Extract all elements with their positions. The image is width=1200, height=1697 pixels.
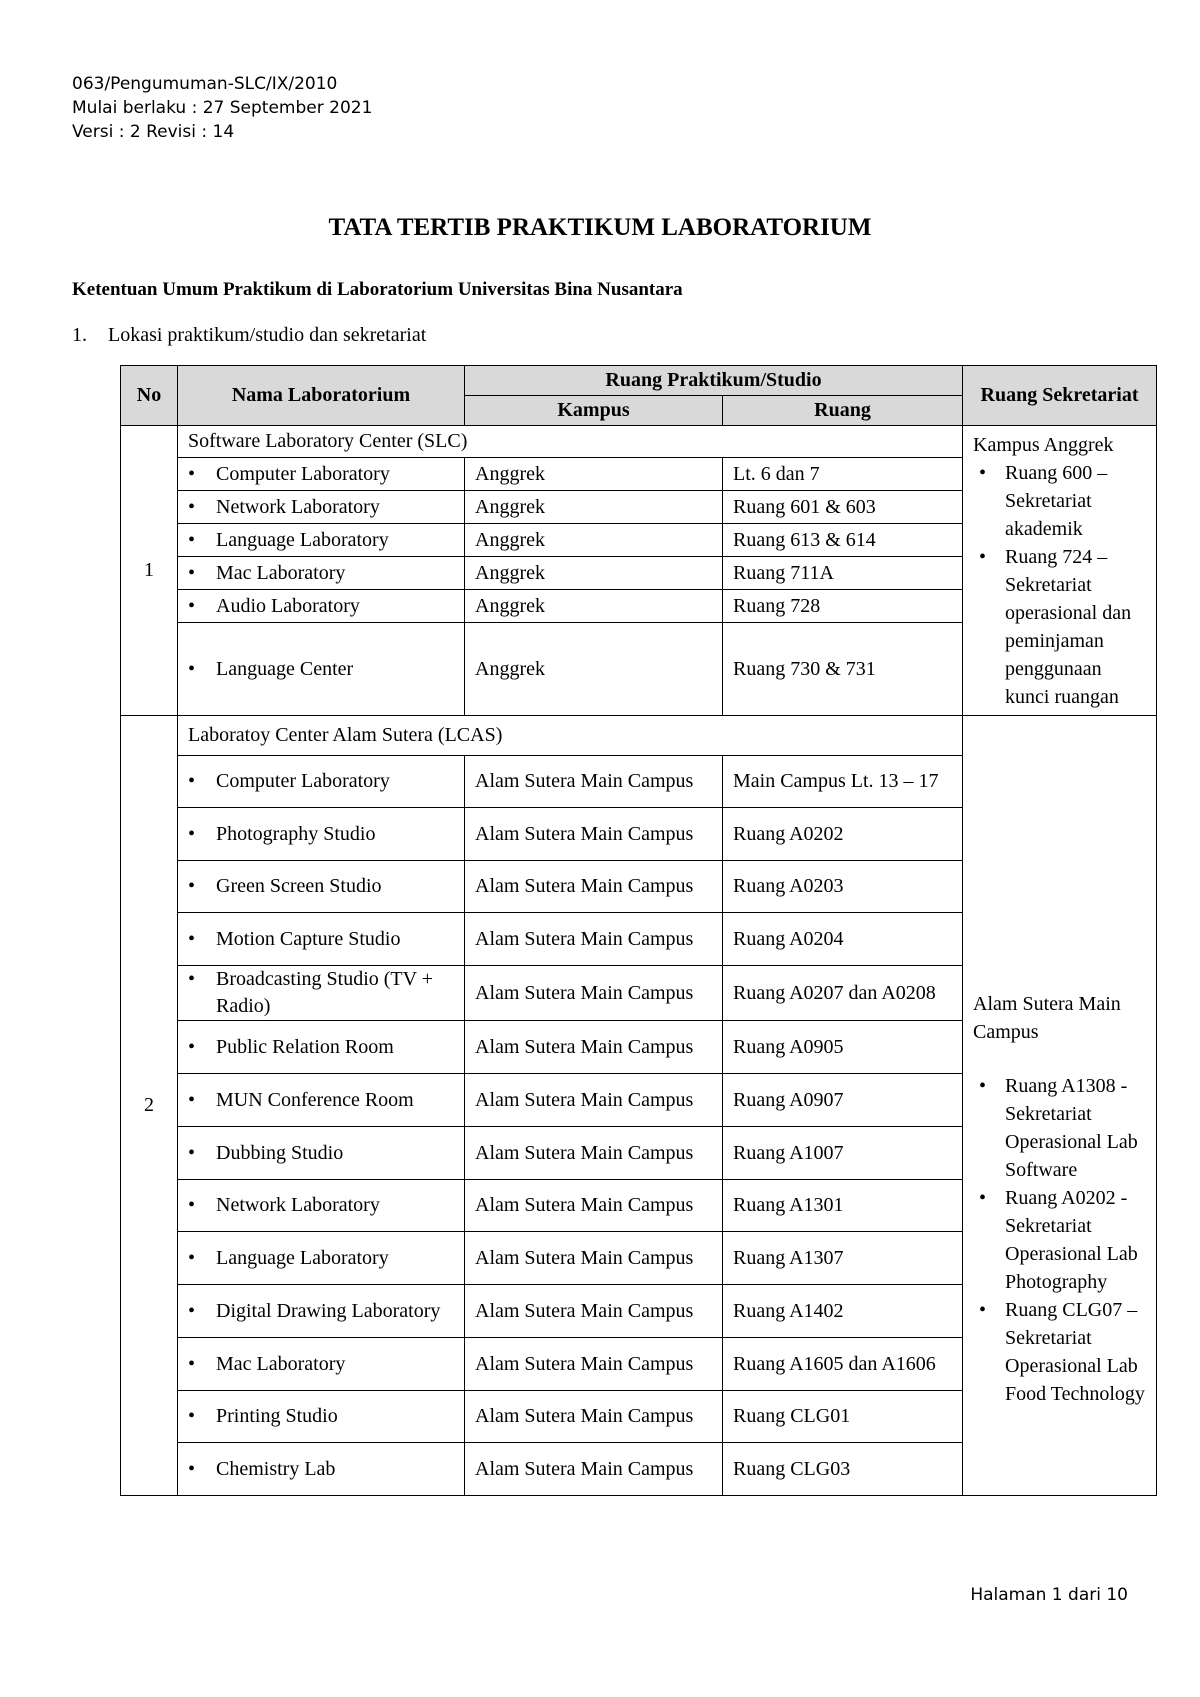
lab-name: MUN Conference Room xyxy=(216,1088,414,1111)
document-header xyxy=(72,72,372,144)
kampus-cell: Alam Sutera Main Campus xyxy=(465,1338,723,1391)
header-sekretariat: Ruang Sekretariat xyxy=(963,366,1157,426)
lab-name: Dubbing Studio xyxy=(216,1141,344,1164)
sekretariat-cell xyxy=(963,426,1157,716)
lab-name: Computer Laboratory xyxy=(216,462,390,485)
lab-name-cell xyxy=(178,623,465,716)
bullet-icon: • xyxy=(188,1194,196,1216)
lab-name: Audio Laboratory xyxy=(216,594,360,617)
sekretariat-campus: Alam Sutera Main Campus xyxy=(973,992,1121,1043)
lab-name-cell xyxy=(178,1338,465,1391)
lab-name-cell xyxy=(178,557,465,590)
bullet-icon: • xyxy=(188,1035,196,1058)
lab-name-cell xyxy=(178,861,465,913)
kampus-cell: Alam Sutera Main Campus xyxy=(465,1391,723,1443)
sekretariat-item: • Ruang 724 – Sekretariat operasional dan peminjaman penggunaan kunci ruangan xyxy=(973,543,1146,711)
header-kampus: Kampus xyxy=(465,396,723,426)
bullet-icon: • xyxy=(188,528,196,551)
kampus-cell: Alam Sutera Main Campus xyxy=(465,808,723,861)
lab-name-cell xyxy=(178,756,465,808)
header-ruang: Ruang xyxy=(723,396,963,426)
bullet-icon: • xyxy=(979,545,987,568)
bullet-icon: • xyxy=(188,968,196,990)
bullet-icon: • xyxy=(188,1141,196,1164)
bullet-icon: • xyxy=(979,461,987,484)
lab-name-cell xyxy=(178,491,465,524)
kampus-cell: Alam Sutera Main Campus xyxy=(465,966,723,1021)
kampus-cell: Anggrek xyxy=(465,491,723,524)
group-slc xyxy=(121,426,1157,716)
ruang-cell: Ruang A0203 xyxy=(723,861,963,913)
group-name: Software Laboratory Center (SLC) xyxy=(178,426,963,458)
bullet-icon: • xyxy=(979,1074,987,1097)
ruang-cell: Ruang A1402 xyxy=(723,1285,963,1338)
bullet-icon: • xyxy=(188,657,196,680)
page-title: TATA TERTIB PRAKTIKUM LABORATORIUM xyxy=(328,214,872,241)
lab-name: Mac Laboratory xyxy=(216,561,346,584)
ruang-cell: Ruang 711A xyxy=(723,557,963,590)
ruang-cell: Ruang A0202 xyxy=(723,808,963,861)
group-name: Laboratoy Center Alam Sutera (LCAS) xyxy=(178,716,963,756)
lab-name-cell xyxy=(178,1180,465,1232)
ruang-cell: Ruang CLG01 xyxy=(723,1391,963,1443)
lab-name: Network Laboratory xyxy=(216,495,380,518)
ruang-cell: Ruang A1007 xyxy=(723,1127,963,1180)
lab-name: Language Center xyxy=(216,657,354,680)
bullet-icon: • xyxy=(188,1088,196,1111)
bullet-icon: • xyxy=(188,561,196,584)
kampus-cell: Anggrek xyxy=(465,557,723,590)
lab-name-cell xyxy=(178,913,465,966)
bullet-icon: • xyxy=(188,1405,196,1427)
lab-name: Public Relation Room xyxy=(216,1035,394,1058)
version-info: Versi : 2 Revisi : 14 xyxy=(72,122,235,142)
lab-name-cell xyxy=(178,808,465,861)
kampus-cell: Alam Sutera Main Campus xyxy=(465,1232,723,1285)
lab-name-cell xyxy=(178,1391,465,1443)
lab-name: Language Laboratory xyxy=(216,1246,389,1269)
lab-name-cell xyxy=(178,1021,465,1074)
lab-name: Photography Studio xyxy=(216,822,376,845)
ruang-cell: Ruang A0907 xyxy=(723,1074,963,1127)
kampus-cell: Alam Sutera Main Campus xyxy=(465,913,723,966)
sekretariat-list xyxy=(973,1072,1146,1408)
bullet-icon: • xyxy=(188,1299,196,1322)
lab-name: Language Laboratory xyxy=(216,528,389,551)
kampus-cell: Alam Sutera Main Campus xyxy=(465,1074,723,1127)
ruang-cell: Ruang 730 & 731 xyxy=(723,623,963,716)
kampus-cell: Alam Sutera Main Campus xyxy=(465,1443,723,1496)
bullet-icon: • xyxy=(188,1352,196,1375)
sekretariat-campus: Kampus Anggrek xyxy=(973,433,1114,456)
kampus-cell: Alam Sutera Main Campus xyxy=(465,756,723,808)
ruang-cell: Ruang A0905 xyxy=(723,1021,963,1074)
sekretariat-list xyxy=(973,459,1146,711)
bullet-icon: • xyxy=(188,462,196,485)
sekretariat-item: • Ruang A1308 - Sekretariat Operasional Lab Software xyxy=(973,1072,1146,1184)
doc-number: 063/Pengumuman-SLC/IX/2010 xyxy=(72,74,338,94)
lab-name-cell xyxy=(178,590,465,623)
lab-name: Motion Capture Studio xyxy=(216,927,401,950)
lab-location-table xyxy=(120,365,1157,1496)
header-ruang-praktikum: Ruang Praktikum/Studio xyxy=(465,366,963,396)
kampus-cell: Alam Sutera Main Campus xyxy=(465,1021,723,1074)
lab-name-cell xyxy=(178,524,465,557)
ruang-cell: Ruang 613 & 614 xyxy=(723,524,963,557)
lab-name: Printing Studio xyxy=(216,1405,338,1427)
sekretariat-item: • Ruang CLG07 – Sekretariat Operasional Lab Food Technology xyxy=(973,1296,1146,1408)
bullet-icon: • xyxy=(188,1457,196,1480)
group-number: 1 xyxy=(121,426,178,716)
bullet-icon: • xyxy=(188,822,196,845)
ruang-cell: Ruang A0204 xyxy=(723,913,963,966)
lab-name-cell xyxy=(178,1074,465,1127)
lab-name: Green Screen Studio xyxy=(216,875,382,897)
kampus-cell: Alam Sutera Main Campus xyxy=(465,1127,723,1180)
bullet-icon: • xyxy=(979,1186,987,1209)
kampus-cell: Anggrek xyxy=(465,458,723,491)
sekretariat-cell xyxy=(963,716,1157,1496)
sekretariat-item: • Ruang 600 – Sekretariat akademik xyxy=(973,459,1146,543)
sekretariat-item: • Ruang A0202 - Sekretariat Operasional Lab Photography xyxy=(973,1184,1146,1296)
kampus-cell: Alam Sutera Main Campus xyxy=(465,861,723,913)
bullet-icon: • xyxy=(188,770,196,792)
bullet-icon: • xyxy=(188,495,196,518)
lab-name-cell xyxy=(178,1232,465,1285)
kampus-cell: Anggrek xyxy=(465,524,723,557)
bullet-icon: • xyxy=(188,1246,196,1269)
header-no: No xyxy=(121,366,178,426)
section-number: 1. xyxy=(72,324,87,346)
lab-name-cell xyxy=(178,966,465,1021)
ruang-cell: Ruang 601 & 603 xyxy=(723,491,963,524)
bullet-icon: • xyxy=(188,875,196,897)
kampus-cell: Alam Sutera Main Campus xyxy=(465,1285,723,1338)
lab-name: Digital Drawing Laboratory xyxy=(216,1299,441,1322)
ruang-cell: Main Campus Lt. 13 – 17 xyxy=(723,756,963,808)
lab-name-cell xyxy=(178,1443,465,1496)
section-heading xyxy=(72,322,426,348)
lab-name-cell xyxy=(178,458,465,491)
lab-name: Broadcasting Studio (TV + Radio) xyxy=(216,968,434,1017)
ruang-cell: Ruang CLG03 xyxy=(723,1443,963,1496)
lab-name: Mac Laboratory xyxy=(216,1352,346,1375)
ruang-cell: Ruang 728 xyxy=(723,590,963,623)
lab-name-cell xyxy=(178,1127,465,1180)
ruang-cell: Ruang A1301 xyxy=(723,1180,963,1232)
bullet-icon: • xyxy=(188,927,196,950)
section-text: Lokasi praktikum/studio dan sekretariat xyxy=(108,324,427,346)
kampus-cell: Alam Sutera Main Campus xyxy=(465,1180,723,1232)
subtitle: Ketentuan Umum Praktikum di Laboratorium Universitas Bina Nusantara xyxy=(72,279,683,300)
kampus-cell: Anggrek xyxy=(465,590,723,623)
lab-name: Computer Laboratory xyxy=(216,770,390,792)
lab-name-cell xyxy=(178,1285,465,1338)
bullet-icon: • xyxy=(188,594,196,617)
lab-name: Network Laboratory xyxy=(216,1194,380,1216)
lab-name: Chemistry Lab xyxy=(216,1457,336,1480)
bullet-icon: • xyxy=(979,1298,987,1321)
ruang-cell: Ruang A1605 dan A1606 xyxy=(723,1338,963,1391)
ruang-cell: Ruang A1307 xyxy=(723,1232,963,1285)
page-number: Halaman 1 dari 10 xyxy=(970,1585,1128,1605)
kampus-cell: Anggrek xyxy=(465,623,723,716)
group-lcas xyxy=(121,716,1157,1496)
ruang-cell: Ruang A0207 dan A0208 xyxy=(723,966,963,1021)
group-number: 2 xyxy=(121,716,178,1496)
ruang-cell: Lt. 6 dan 7 xyxy=(723,458,963,491)
effective-date: Mulai berlaku : 27 September 2021 xyxy=(72,98,373,118)
header-name: Nama Laboratorium xyxy=(178,366,465,426)
